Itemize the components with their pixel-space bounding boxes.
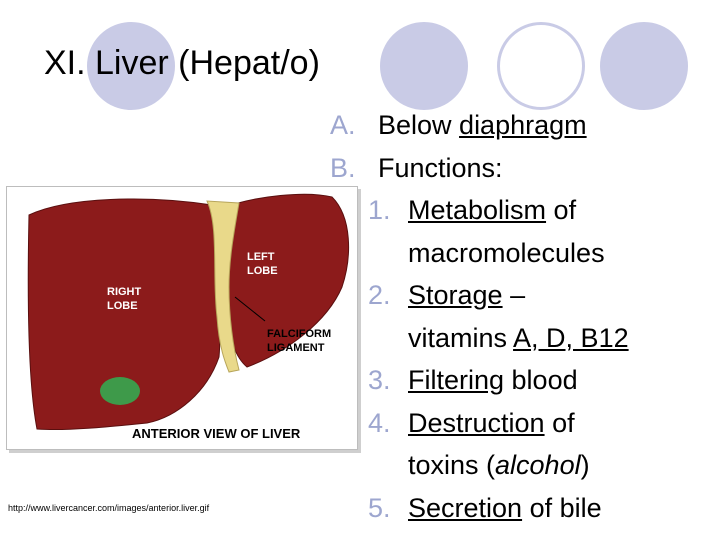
liver-illustration — [7, 187, 357, 449]
falciform-label-1: FALCIFORM — [267, 328, 332, 340]
function-item-1 — [330, 189, 629, 232]
left-lobe-label-1: LEFT — [247, 251, 275, 263]
function-term-4: Destruction — [408, 407, 545, 438]
right-lobe-label-1: RIGHT — [107, 286, 142, 298]
decor-circle-2 — [380, 22, 468, 110]
function-vitamins: A, D, B12 — [513, 322, 629, 353]
outline-marker-b: B. — [330, 152, 356, 183]
right-lobe-label-2: LOBE — [107, 300, 138, 312]
function-item-4-continuation — [330, 444, 629, 487]
liver-figure — [6, 186, 358, 450]
falciform-label-2: LIGAMENT — [267, 342, 325, 354]
function-item-3 — [330, 359, 629, 402]
function-rest-2: – — [502, 280, 526, 310]
function-marker-5: 5. — [368, 492, 391, 523]
function-term-3: Filtering — [408, 365, 505, 395]
function-cont-prefix-2: vitamins — [408, 322, 514, 353]
outline-marker-a: A. — [330, 110, 356, 140]
left-lobe-label-2: LOBE — [247, 265, 278, 277]
outline-item-a — [330, 104, 629, 147]
decor-circle-4 — [600, 22, 688, 110]
function-cont-suffix-4: ) — [580, 450, 590, 480]
outline-item-b — [330, 147, 629, 190]
outline-term-diaphragm: diaphragm — [459, 110, 587, 140]
function-item-1-continuation — [330, 232, 629, 275]
function-item-5 — [330, 487, 629, 530]
function-term-2: Storage — [408, 280, 503, 310]
image-source-url: http://www.livercancer.com/images/anterior.liver.gif — [8, 503, 210, 513]
function-rest-5: of bile — [522, 492, 602, 523]
function-cont-prefix-4: toxins ( — [408, 450, 496, 480]
gallbladder — [100, 377, 140, 405]
slide-title: XI. Liver (Hepat/o) — [44, 44, 320, 82]
function-marker-2: 2. — [368, 280, 391, 310]
function-cont-1: macromolecules — [408, 237, 605, 268]
function-item-4 — [330, 402, 629, 445]
function-alcohol: alcohol — [495, 450, 581, 480]
function-item-2-continuation — [330, 317, 629, 360]
figure-caption: ANTERIOR VIEW OF LIVER — [132, 426, 301, 441]
outline-list — [330, 104, 629, 529]
function-rest-1: of — [546, 195, 577, 225]
decor-circle-3 — [497, 22, 585, 110]
function-marker-1: 1. — [368, 195, 391, 225]
function-term-1: Metabolism — [408, 195, 547, 225]
function-marker-3: 3. — [368, 365, 391, 395]
function-term-5: Secretion — [408, 492, 523, 523]
outline-text-a: Below — [378, 110, 460, 140]
outline-text-b: Functions: — [378, 152, 503, 183]
function-item-2 — [330, 274, 629, 317]
function-marker-4: 4. — [368, 407, 391, 438]
function-rest-4: of — [544, 407, 575, 438]
function-rest-3: blood — [504, 365, 578, 395]
